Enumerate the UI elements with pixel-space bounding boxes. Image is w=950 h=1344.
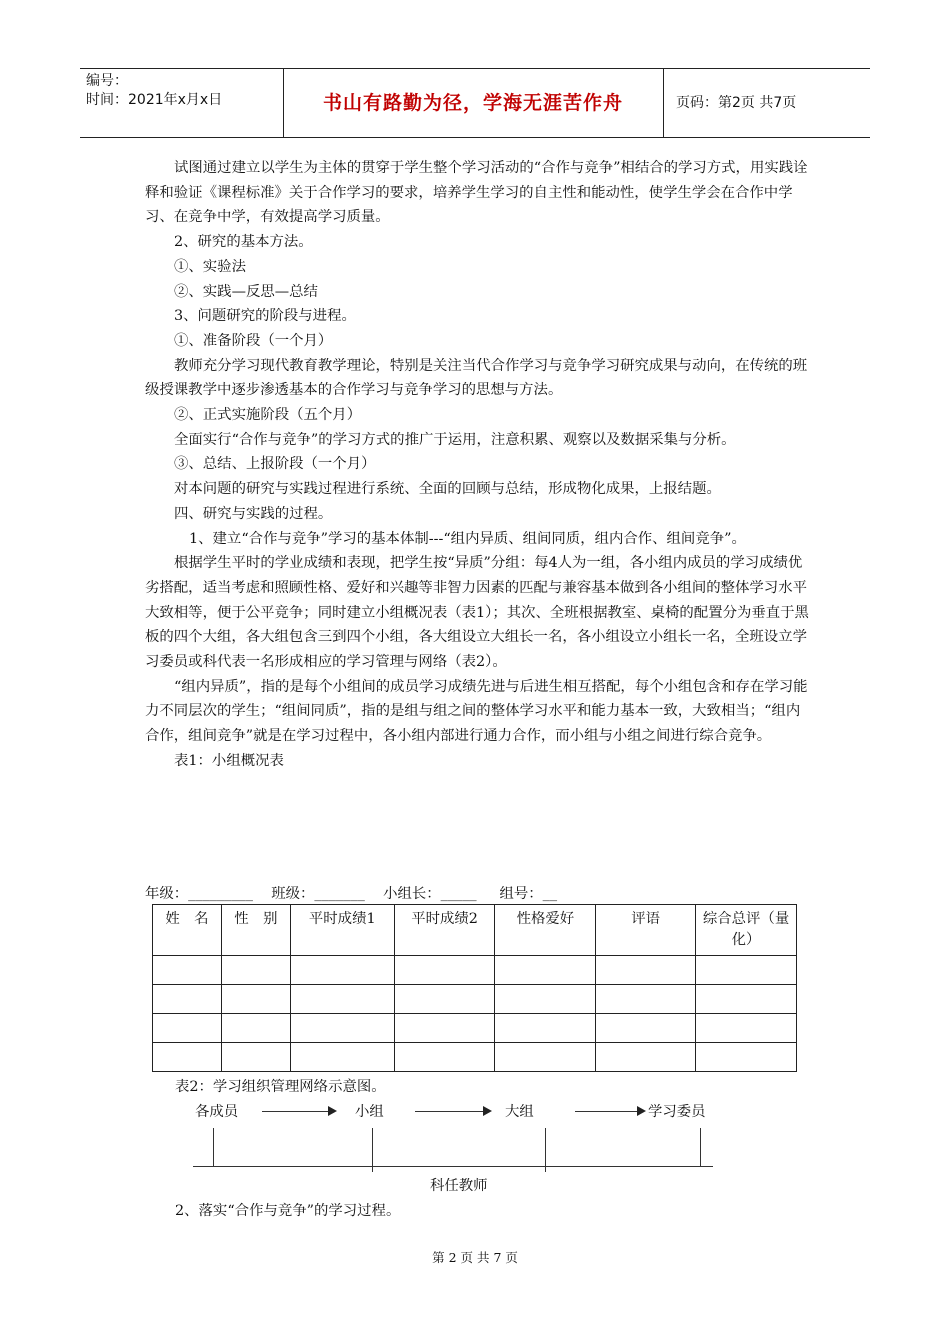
paragraph: 1、建立“合作与竞争”学习的基本体制---“组内异质、组间同质，组内合作、组间竞争”。	[189, 530, 746, 547]
table-cell[interactable]	[696, 1014, 797, 1043]
table-cell[interactable]	[290, 1014, 394, 1043]
paragraph: ③、总结、上报阶段（一个月）	[174, 456, 376, 473]
table-cell[interactable]	[696, 1043, 797, 1072]
table-cell[interactable]	[394, 956, 495, 985]
table-row	[153, 985, 797, 1014]
table-caption: 表1：小组概况表	[174, 752, 284, 769]
arrow-line	[575, 1111, 639, 1112]
table-row	[153, 1043, 797, 1072]
table2-title: 表2：学习组织管理网络示意图。	[175, 1079, 386, 1095]
table-cell[interactable]	[153, 985, 222, 1014]
table-cell[interactable]	[221, 985, 290, 1014]
table-cell[interactable]	[495, 1043, 596, 1072]
arrow-head-icon	[328, 1106, 337, 1116]
paragraph: 2、研究的基本方法。	[174, 234, 313, 251]
table-row	[153, 956, 797, 985]
table-cell[interactable]	[495, 956, 596, 985]
header-meta	[86, 72, 222, 110]
header-cell-name: 姓 名	[153, 905, 222, 956]
table-cell[interactable]	[290, 956, 394, 985]
paragraph: 全面实行“合作与竞争”的学习方式的推广于运用，注意积累、观察以及数据采集与分析。	[174, 431, 736, 448]
connector-line	[213, 1128, 214, 1166]
arrow-head-icon	[637, 1106, 646, 1116]
table-cell[interactable]	[221, 1043, 290, 1072]
header-page-count: 页码：第2页 共7页	[676, 95, 797, 111]
connector-line	[700, 1128, 701, 1166]
arrow-line	[415, 1111, 485, 1112]
group-overview-table	[152, 904, 797, 1072]
paragraph: ①、准备阶段（一个月）	[174, 332, 333, 349]
table-header-row	[153, 905, 797, 956]
arrow-head-icon	[483, 1106, 492, 1116]
table-cell[interactable]	[596, 985, 696, 1014]
paragraph: 试图通过建立以学生为主体的贯穿于学生整个学习活动的“合作与竞争”相结合的学习方式，用实践诠释和验证《课程标准》关于合作学习的要求，培养学生学习的自主性和能动性，使学生学会在合作中学习、在竞争中学，有效提高学习质量。	[145, 160, 808, 226]
table1-fields-line: 年级：_________ 班级：_______ 小组长：_____ 组号：__	[145, 886, 558, 902]
arrow-line	[262, 1111, 330, 1112]
paragraph: ②、实践—反思—总结	[174, 283, 318, 300]
header-cell-personality: 性格爱好	[495, 905, 596, 956]
paragraph: 根据学生平时的学业成绩和表现，把学生按“异质”分组：每4人为一组，各小组内成员的学习成绩优劣搭配，适当考虑和照顾性格、爱好和兴趣等非智力因素的匹配与兼容基本做到各小组间的整体学习水平大致相等，便于公平竞争；同时建立小组概况表（表1）；其次、全班根据教室、桌椅的配置分为垂直于黑板的四个大组，各大组包含三到四个小组，各大组设立大组长一名，各小组设立小组长一名，全班设立学习委员或科代表一名形成相应的学习管理与网络（表2）。	[145, 555, 809, 671]
table-cell[interactable]	[290, 1043, 394, 1072]
header-cell-comment: 评语	[596, 905, 696, 956]
table-cell[interactable]	[153, 1014, 222, 1043]
table-cell[interactable]	[696, 956, 797, 985]
header-motto: 书山有路勤为径，学海无涯苦作舟	[322, 92, 623, 114]
table-cell[interactable]	[394, 1043, 495, 1072]
closing-paragraph: 2、落实“合作与竞争”的学习过程。	[175, 1203, 401, 1219]
node-study-committee: 学习委员	[648, 1104, 706, 1120]
paragraph: 对本问题的研究与实践过程进行系统、全面的回顾与总结，形成物化成果，上报结题。	[174, 481, 721, 498]
page-header	[80, 68, 870, 138]
section-heading: 四、研究与实践的过程。	[174, 505, 333, 522]
paragraph: 3、问题研究的阶段与进程。	[174, 308, 356, 325]
header-cell-gender: 性 别	[221, 905, 290, 956]
table-cell[interactable]	[153, 956, 222, 985]
table-cell[interactable]	[221, 956, 290, 985]
table-cell[interactable]	[596, 956, 696, 985]
table-row	[153, 1014, 797, 1043]
table-cell[interactable]	[596, 1014, 696, 1043]
node-large-group: 大组	[505, 1104, 534, 1120]
node-group: 小组	[355, 1104, 384, 1120]
page-footer: 第 2 页 共 7 页	[432, 1250, 518, 1265]
table-cell[interactable]	[221, 1014, 290, 1043]
header-cell-score1: 平时成绩1	[290, 905, 394, 956]
paragraph: 教师充分学习现代教育教学理论，特别是关注当代合作学习与竞争学习研究成果与动向，在传统的班级授课教学中逐步渗透基本的合作学习与竞争学习的思想与方法。	[145, 357, 808, 399]
table-cell[interactable]	[495, 985, 596, 1014]
table-cell[interactable]	[596, 1043, 696, 1072]
table-cell[interactable]	[290, 985, 394, 1014]
node-members: 各成员	[195, 1104, 239, 1120]
diagram-baseline	[193, 1166, 713, 1167]
header-cell-score2: 平时成绩2	[394, 905, 495, 956]
paragraph: ①、实验法	[174, 258, 246, 275]
paragraph: “组内异质”，指的是每个小组间的成员学习成绩先进与后进生相互搭配，每个小组包含和存在学习能力不同层次的学生；“组间同质”，指的是组与组之间的整体学习水平和能力基本一致，大致相当；“组内合作，组间竞争”就是在学习过程中，各小组内部进行通力合作，而小组与小组之间进行综合竞争。	[145, 678, 808, 745]
paragraph: ②、正式实施阶段（五个月）	[174, 407, 362, 424]
table-cell[interactable]	[696, 985, 797, 1014]
table-cell[interactable]	[495, 1014, 596, 1043]
node-subject-teacher: 科任教师	[430, 1178, 488, 1194]
document-body	[145, 156, 810, 774]
table-cell[interactable]	[394, 1014, 495, 1043]
table-cell[interactable]	[394, 985, 495, 1014]
doc-time-label: 时间：2021年x月x日	[86, 92, 223, 108]
table-cell[interactable]	[153, 1043, 222, 1072]
doc-number-label: 编号：	[86, 73, 128, 89]
header-cell-overall: 综合总评（量化）	[696, 905, 797, 956]
